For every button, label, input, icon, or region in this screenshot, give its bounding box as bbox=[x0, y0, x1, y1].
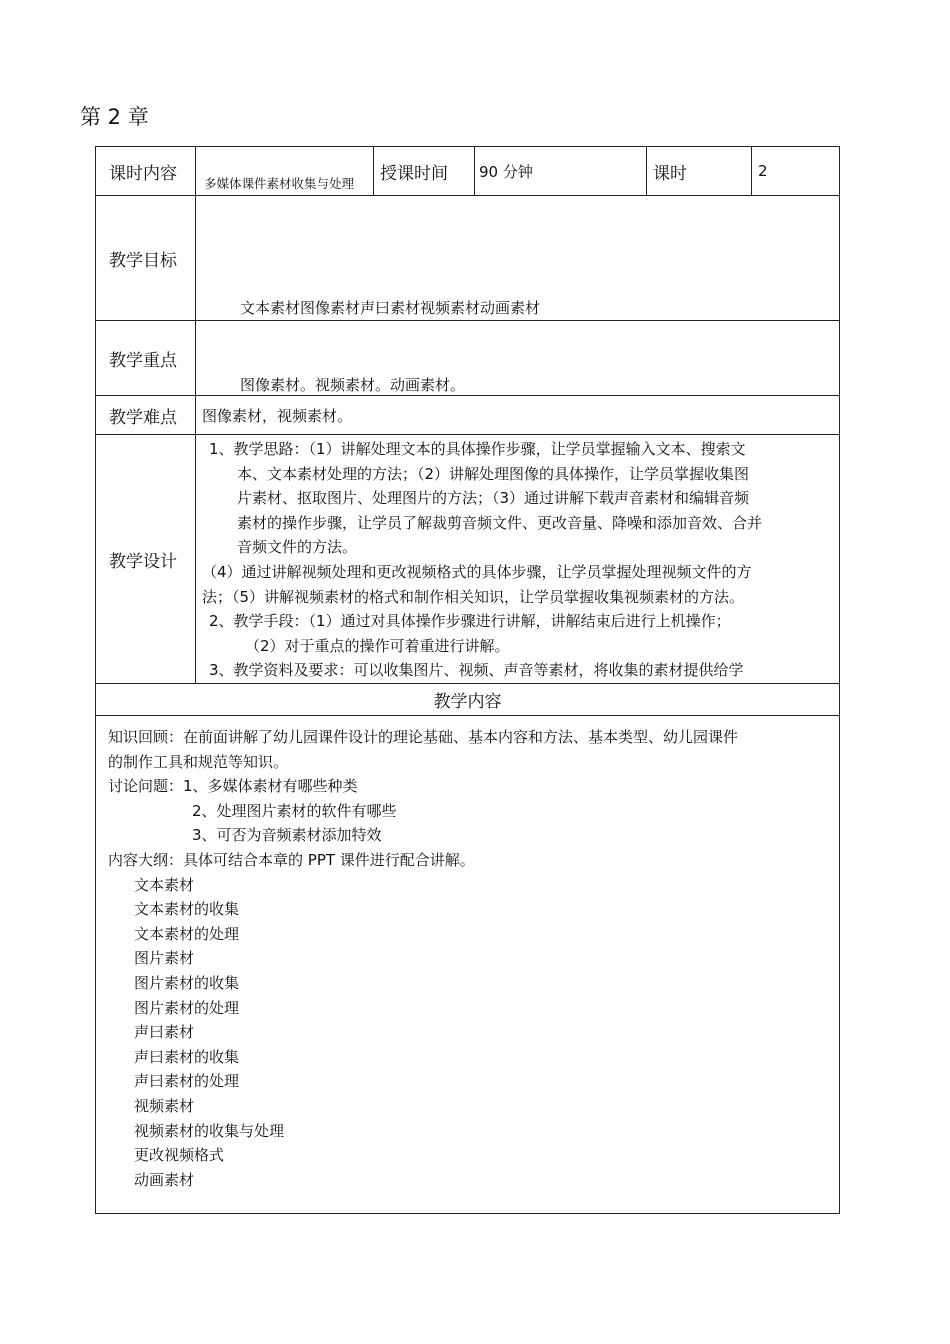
outline-label: 内容大纲：具体可结合本章的 PPT 课件进行配合讲解。 bbox=[108, 850, 475, 869]
discussion-item: 2、处理图片素材的软件有哪些 bbox=[192, 801, 397, 820]
key-points-cell bbox=[196, 321, 840, 396]
difficulties-label: 教学难点 bbox=[96, 396, 196, 435]
outline-item: 动画素材 bbox=[134, 1170, 195, 1189]
goals-row bbox=[96, 196, 840, 321]
outline-item: 声曰素材 bbox=[134, 1023, 195, 1042]
design-line: 本、文本素材处理的方法；（2）讲解处理图像的具体操作，让学员掌握收集图 bbox=[237, 464, 750, 483]
outline-item: 声曰素材的收集 bbox=[134, 1047, 240, 1066]
review-line: 的制作工具和规范等知识。 bbox=[108, 752, 289, 771]
discussion-item: 3、可否为音频素材添加特效 bbox=[192, 826, 382, 845]
outline-item: 文本素材的收集 bbox=[134, 900, 240, 919]
design-label: 教学设计 bbox=[96, 435, 196, 684]
lesson-plan-table bbox=[95, 146, 840, 1214]
design-line: 2、教学手段：（1）通过对具体操作步骤进行讲解，讲解结束后进行上机操作； bbox=[209, 612, 731, 631]
difficulties-cell bbox=[196, 396, 840, 435]
design-line: 片素材、抠取图片、处理图片的方法；（3）通过讲解下载声音素材和编辑音频 bbox=[237, 489, 750, 508]
outline-item: 视频素材的收集与处理 bbox=[134, 1121, 285, 1140]
goals-cell bbox=[196, 196, 840, 321]
design-line: 法；（5）讲解视频素材的格式和制作相关知识，让学员掌握收集视频素材的方法。 bbox=[202, 587, 745, 606]
outline-item: 文本素材的处理 bbox=[134, 924, 240, 943]
outline-item: 图片素材的收集 bbox=[134, 973, 240, 992]
hours-value: 2 bbox=[752, 147, 840, 196]
outline-item: 图片素材的处理 bbox=[134, 998, 240, 1017]
key-points-label: 教学重点 bbox=[96, 321, 196, 396]
design-cell bbox=[196, 435, 840, 684]
key-points-row bbox=[96, 321, 840, 396]
time-label: 授课时间 bbox=[374, 147, 475, 196]
design-line: 音频文件的方法。 bbox=[237, 538, 358, 557]
hours-label: 课时 bbox=[647, 147, 752, 196]
review-line: 知识回顾：在前面讲解了幼儿园课件设计的理论基础、基本内容和方法、基本类型、幼儿园课件 bbox=[108, 728, 739, 746]
design-text-block bbox=[196, 437, 839, 683]
teaching-content-heading: 教学内容 bbox=[96, 684, 840, 716]
chapter-title: 第 2 章 bbox=[80, 105, 149, 129]
content-body-row bbox=[96, 716, 840, 1214]
difficulties-text: 图像素材，视频素材。 bbox=[202, 406, 353, 425]
goals-text: 文本素材图像素材声曰素材视频素材动画素材 bbox=[240, 299, 541, 317]
design-line: 3、教学资料及要求：可以收集图片、视频、声音等素材，将收集的素材提供给学 bbox=[209, 661, 744, 680]
goals-label: 教学目标 bbox=[96, 196, 196, 321]
design-line: （4）通过讲解视频处理和更改视频格式的具体步骤，让学员掌握处理视频文件的方 bbox=[202, 562, 752, 581]
content-value-cell bbox=[196, 147, 374, 196]
outline-item: 更改视频格式 bbox=[134, 1146, 225, 1165]
outline-item: 文本素材 bbox=[134, 875, 195, 894]
header-row bbox=[96, 147, 840, 196]
design-line: 1、教学思路：（1）讲解处理文本的具体操作步骤，让学员掌握输入文本、搜索文 bbox=[209, 440, 746, 458]
design-line: 素材的操作步骤，让学员了解裁剪音频文件、更改音量、降噪和添加音效、合并 bbox=[237, 513, 763, 532]
teaching-content-cell bbox=[96, 716, 840, 1214]
content-heading-row bbox=[96, 684, 840, 716]
discussion-label: 讨论问题：1、多媒体素材有哪些种类 bbox=[108, 777, 358, 796]
content-value: 多媒体课件素材收集与处理 bbox=[204, 176, 355, 191]
difficulties-row bbox=[96, 396, 840, 435]
outline-item: 视频素材 bbox=[134, 1096, 195, 1115]
key-points-text: 图像素材。视频素材。动画素材。 bbox=[240, 376, 466, 394]
time-value: 90 分钟 bbox=[475, 147, 647, 196]
content-label: 课时内容 bbox=[96, 147, 196, 196]
outline-item: 图片素材 bbox=[134, 949, 195, 968]
design-line: （2）对于重点的操作可着重进行讲解。 bbox=[245, 636, 510, 655]
design-row bbox=[96, 435, 840, 684]
outline-item: 声曰素材的处理 bbox=[134, 1072, 240, 1091]
